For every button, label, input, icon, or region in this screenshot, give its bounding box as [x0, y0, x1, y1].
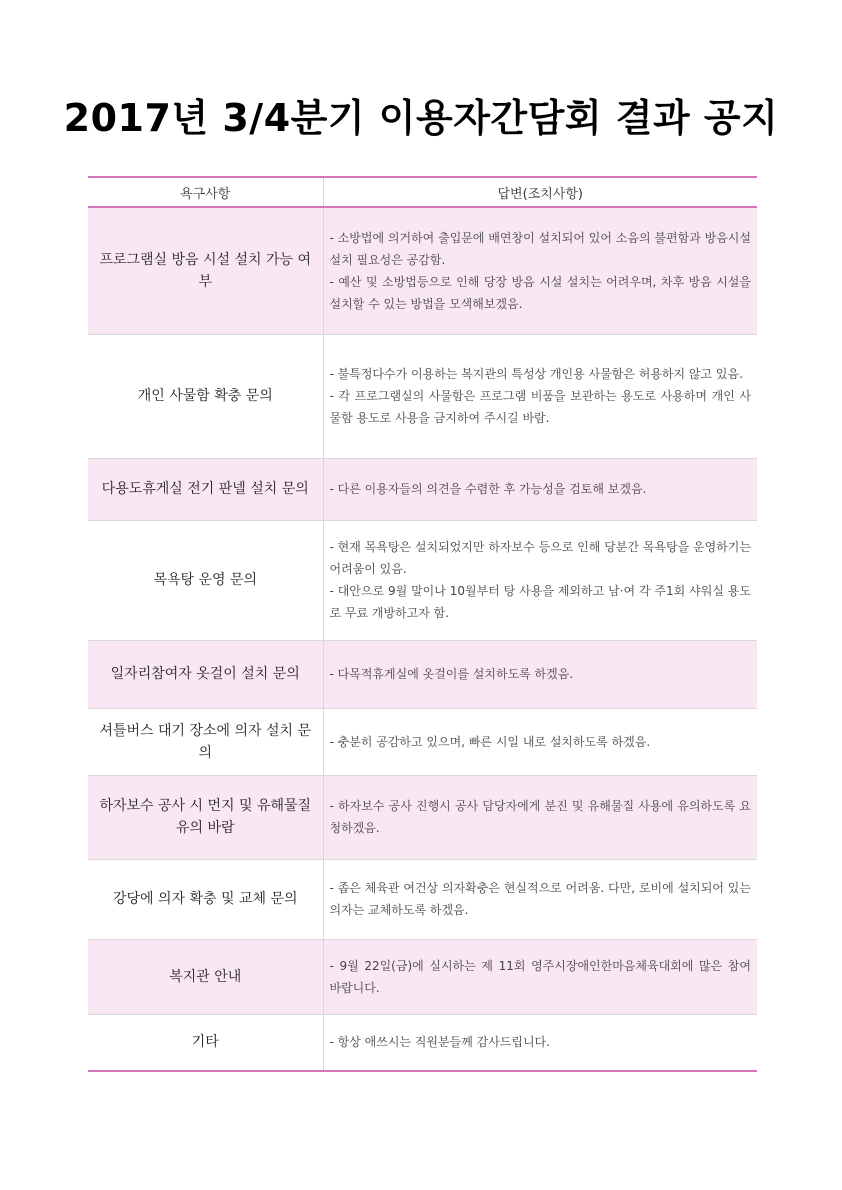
- answer-cell: [323, 640, 757, 708]
- table-row: [88, 859, 757, 939]
- answer-line: - 하자보수 공사 진행시 공사 담당자에게 분진 및 유해물질 사용에 유의하도록 요청하겠음.: [329, 799, 751, 835]
- answer-line: - 충분히 공감하고 있으며, 빠른 시일 내로 설치하도록 하겠음.: [329, 734, 651, 749]
- answer-line: - 다른 이용자들의 의견을 수렴한 후 가능성을 검토해 보겠음.: [329, 482, 647, 496]
- table-row: [88, 640, 757, 708]
- answer-cell: [323, 708, 757, 775]
- request-cell: 하자보수 공사 시 먼지 및 유해물질 유의 바람: [88, 775, 323, 859]
- table-row: [88, 939, 757, 1014]
- table-row: [88, 775, 757, 859]
- table-row: [88, 708, 757, 775]
- page-title: 2017년 3/4분기 이용자간담회 결과 공지: [63, 96, 779, 140]
- table-header-row: [88, 177, 757, 207]
- answer-cell: [323, 775, 757, 859]
- answer-line: - 항상 애쓰시는 직원분들께 감사드립니다.: [329, 1035, 550, 1050]
- meeting-results-table: [88, 176, 757, 1072]
- table-row: [88, 207, 757, 334]
- header-answer: 답변(조치사항): [323, 177, 757, 207]
- answer-line: - 예산 및 소방법등으로 인해 당장 방음 시설 설치는 어려우며, 차후 방음 시설을 설치할 수 있는 방법을 모색해보겠음.: [329, 274, 751, 311]
- request-cell: 복지관 안내: [88, 939, 323, 1014]
- answer-cell: [323, 939, 757, 1014]
- answer-line: - 대안으로 9월 말이나 10월부터 탕 사용을 제외하고 남·여 각 주1회 샤워실 용도로 무료 개방하고자 함.: [329, 584, 751, 620]
- request-cell: 강당에 의자 확충 및 교체 문의: [88, 859, 323, 939]
- answer-line: - 9월 22일(금)에 실시하는 제 11회 영주시장애인한마음체육대회에 많은 참여 바랍니다.: [329, 958, 751, 995]
- answer-line: - 불특정다수가 이용하는 복지관의 특성상 개인용 사물함은 허용하지 않고 있음.: [329, 367, 743, 381]
- table-row: [88, 1014, 757, 1071]
- answer-cell: [323, 520, 757, 640]
- answer-cell: [323, 458, 757, 520]
- request-cell: 기타: [88, 1014, 323, 1071]
- request-cell: 셔틀버스 대기 장소에 의자 설치 문의: [88, 708, 323, 775]
- answer-line: - 좁은 체육관 여건상 의자확충은 현실적으로 어려움. 다만, 로비에 설치되어 있는 의자는 교체하도록 하겠음.: [329, 881, 751, 917]
- request-cell: 개인 사물함 확충 문의: [88, 334, 323, 458]
- request-cell: 일자리참여자 옷걸이 설치 문의: [88, 640, 323, 708]
- answer-line: - 현재 목욕탕은 설치되었지만 하자보수 등으로 인해 당분간 목욕탕을 운영하기는 어려움이 있음.: [329, 540, 751, 576]
- request-cell: 목욕탕 운영 문의: [88, 520, 323, 640]
- answer-cell: [323, 859, 757, 939]
- request-cell: 프로그램실 방음 시설 설치 가능 여부: [88, 207, 323, 334]
- answer-cell: [323, 207, 757, 334]
- answer-line: - 소방법에 의거하여 출입문에 배연창이 설치되어 있어 소음의 불편함과 방음시설 설치 필요성은 공감함.: [329, 230, 751, 267]
- answer-line: - 다목적휴게실에 옷걸이를 설치하도록 하겠음.: [329, 667, 574, 681]
- table-row: [88, 520, 757, 640]
- header-request: 욕구사항: [88, 177, 323, 207]
- answer-line: - 각 프로그램실의 사물함은 프로그램 비품을 보관하는 용도로 사용하며 개인 사물함 용도로 사용을 금지하여 주시길 바람.: [329, 389, 751, 425]
- request-cell: 다용도휴게실 전기 판넬 설치 문의: [88, 458, 323, 520]
- table-row: [88, 334, 757, 458]
- answer-cell: [323, 1014, 757, 1071]
- answer-cell: [323, 334, 757, 458]
- table-row: [88, 458, 757, 520]
